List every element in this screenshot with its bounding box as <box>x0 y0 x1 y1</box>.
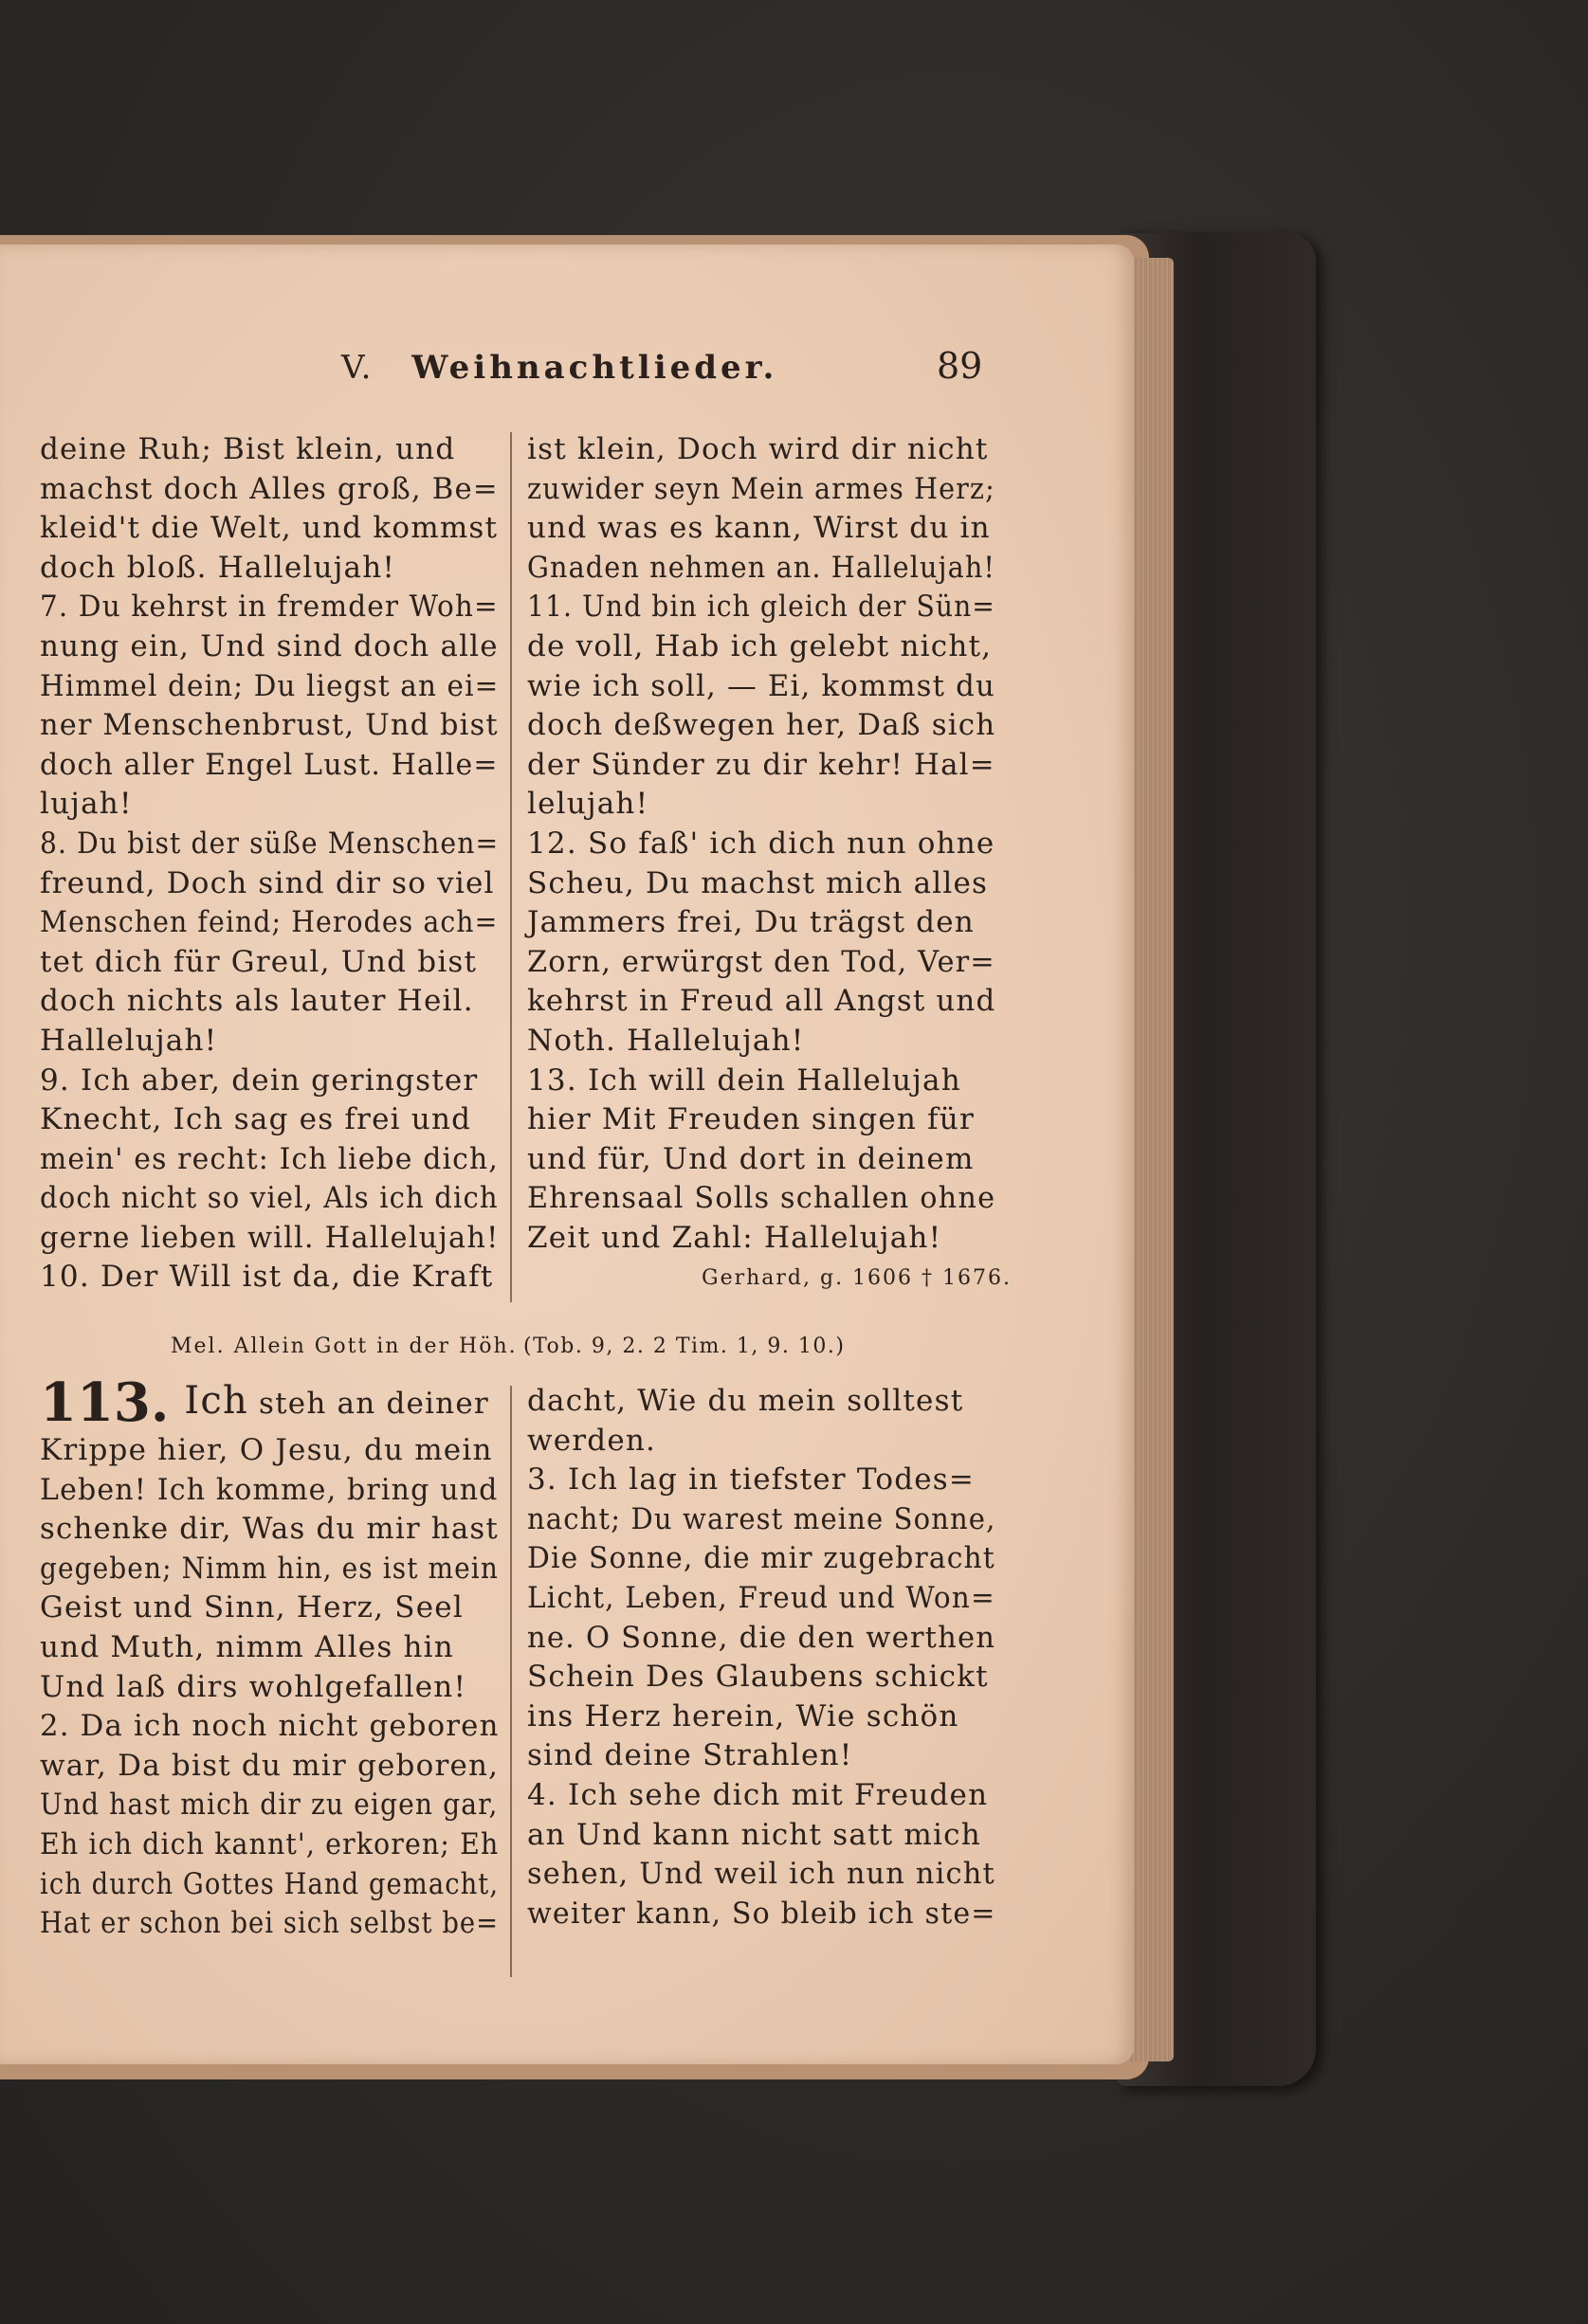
hymn-number: 113. <box>40 1371 170 1434</box>
text-line: ner Menschenbrust, Und bist <box>40 708 499 743</box>
text-line: Ehrensaal Solls schallen ohne <box>527 1181 996 1216</box>
text-line: 7. Du kehrst in fremder Woh= <box>40 590 499 625</box>
text-line: 3. Ich lag in tiefster Todes= <box>527 1462 976 1498</box>
text-line: und was es kann, Wirst du in <box>527 511 991 546</box>
text-line: Krippe hier, O Jesu, du mein <box>40 1433 493 1467</box>
text-line: Knecht, Ich sag es frei und <box>40 1102 472 1137</box>
text-line: nacht; Du warest meine Sonne, <box>527 1501 996 1536</box>
melody-note: Mel. Allein Gott in der Höh. <box>171 1334 518 1358</box>
section-roman: V. <box>341 349 374 387</box>
text-line: 12. So faß' ich dich nun ohne <box>527 826 995 861</box>
hymn-first-line <box>40 1371 499 1434</box>
text-line: Zorn, erwürgst den Tod, Ver= <box>527 944 995 979</box>
text-line: 13. Ich will dein Hallelujah <box>527 1062 961 1098</box>
page-number: 89 <box>937 345 983 387</box>
text-line: doch bloß. Hallelujah! <box>40 550 396 585</box>
column-divider-upper <box>510 432 512 1302</box>
text-line: der Sünder zu dir kehr! Hal= <box>527 747 995 782</box>
running-head <box>341 349 777 387</box>
text-line: de voll, Hab ich gelebt nicht, <box>527 628 993 663</box>
text-line: sind deine Strahlen! <box>527 1738 853 1773</box>
text-line: Noth. Hallelujah! <box>527 1023 805 1058</box>
text-line: Die Sonne, die mir zugebracht <box>527 1541 995 1576</box>
scripture-reference: (Tob. 9, 2. 2 Tim. 1, 9. 10.) <box>523 1334 846 1358</box>
hymn-113-right-column <box>527 1382 995 1934</box>
text-line: 10. Der Will ist da, die Kraft <box>40 1260 494 1295</box>
text-line: tet dich für Greul, Und bist <box>40 944 478 979</box>
text-line: hier Mit Freuden singen für <box>527 1102 975 1137</box>
text-line: weiter kann, So bleib ich ste= <box>527 1896 996 1931</box>
section-title: Weihnachtlieder. <box>411 349 778 387</box>
author-signature: Gerhard, g. 1606 † 1676. <box>702 1266 1013 1290</box>
text-line: Licht, Leben, Freud und Won= <box>527 1580 995 1615</box>
text-line: und für, Und dort in deinem <box>527 1141 975 1176</box>
text-line: 4. Ich sehe dich mit Freuden <box>527 1777 989 1812</box>
text-line: Und hast mich dir zu eigen gar, <box>40 1788 499 1823</box>
text-line: 2. Da ich noch nicht geboren <box>40 1709 500 1744</box>
text-line: ist klein, Doch wird dir nicht <box>527 432 989 466</box>
text-line: sehen, Und weil ich nun nicht <box>527 1857 995 1892</box>
text-line: doch nicht so viel, Als ich dich <box>40 1181 499 1216</box>
text-line: ins Herz herein, Wie schön <box>527 1698 959 1734</box>
text-line: machst doch Alles groß, Be= <box>40 471 499 506</box>
text-line: Eh ich dich kannt', erkoren; Eh <box>40 1826 500 1861</box>
text-line: 8. Du bist der süße Menschen= <box>40 826 500 861</box>
text-line: kehrst in Freud all Angst und <box>527 984 996 1019</box>
text-line: war, Da bist du mir geboren, <box>40 1748 500 1783</box>
text-line: mein' es recht: Ich liebe dich, <box>40 1141 500 1176</box>
column-divider-lower <box>510 1386 512 1977</box>
hymn-first-line-text: steh an deiner <box>259 1387 489 1421</box>
text-line: ne. O Sonne, die den werthen <box>527 1620 996 1655</box>
text-line: Hallelujah! <box>40 1023 218 1058</box>
text-line: Hat er schon bei sich selbst be= <box>40 1906 500 1941</box>
text-line: und Muth, nimm Alles hin <box>40 1629 454 1664</box>
text-line: freund, Doch sind dir so viel <box>40 865 495 900</box>
text-line: Jammers frei, Du trägst den <box>527 905 975 940</box>
text-line: Himmel dein; Du liegst an ei= <box>40 668 500 703</box>
text-line: schenke dir, Was du mir hast <box>40 1512 499 1547</box>
text-line: wie ich soll, — Ei, kommst du <box>527 668 996 703</box>
text-line: Und laß dirs wohlgefallen! <box>40 1669 467 1704</box>
text-line: deine Ruh; Bist klein, und <box>40 432 456 466</box>
text-line: lujah! <box>40 787 133 822</box>
text-line: ich durch Gottes Hand gemacht, <box>40 1866 500 1901</box>
text-line: Menschen feind; Herodes ach= <box>40 905 499 940</box>
text-line: doch nichts als lauter Heil. <box>40 984 474 1019</box>
text-line: gegeben; Nimm hin, es ist mein <box>40 1551 499 1586</box>
text-line: doch deßwegen her, Daß sich <box>527 708 996 743</box>
text-line: doch aller Engel Lust. Halle= <box>40 747 499 782</box>
upper-left-column <box>40 430 499 1298</box>
text-line: 11. Und bin ich gleich der Sün= <box>527 590 995 625</box>
text-line: kleid't die Welt, und kommst <box>40 511 499 546</box>
text-line: dacht, Wie du mein solltest <box>527 1384 964 1418</box>
text-line: Schein Des Glaubens schickt <box>527 1660 989 1695</box>
text-line: Zeit und Zahl: Hallelujah! <box>527 1220 942 1255</box>
text-line: Gnaden nehmen an. Hallelujah! <box>527 550 996 585</box>
text-line: 9. Ich aber, dein geringster <box>40 1062 479 1098</box>
text-line: gerne lieben will. Hallelujah! <box>40 1220 500 1255</box>
text-line: Scheu, Du machst mich alles <box>527 865 989 900</box>
text-line: Leben! Ich komme, bring und <box>40 1472 499 1507</box>
hymn-113-left-column <box>40 1371 500 1944</box>
text-line: Geist und Sinn, Herz, Seel <box>40 1590 464 1625</box>
text-line: lelujah! <box>527 787 649 822</box>
text-line: werden. <box>527 1423 657 1458</box>
text-line: an Und kann nicht satt mich <box>527 1817 981 1852</box>
upper-right-column <box>527 430 995 1258</box>
hymn-first-word: Ich <box>184 1379 248 1423</box>
text-line: zuwider seyn Mein armes Herz; <box>527 471 995 506</box>
text-line: nung ein, Und sind doch alle <box>40 628 499 663</box>
